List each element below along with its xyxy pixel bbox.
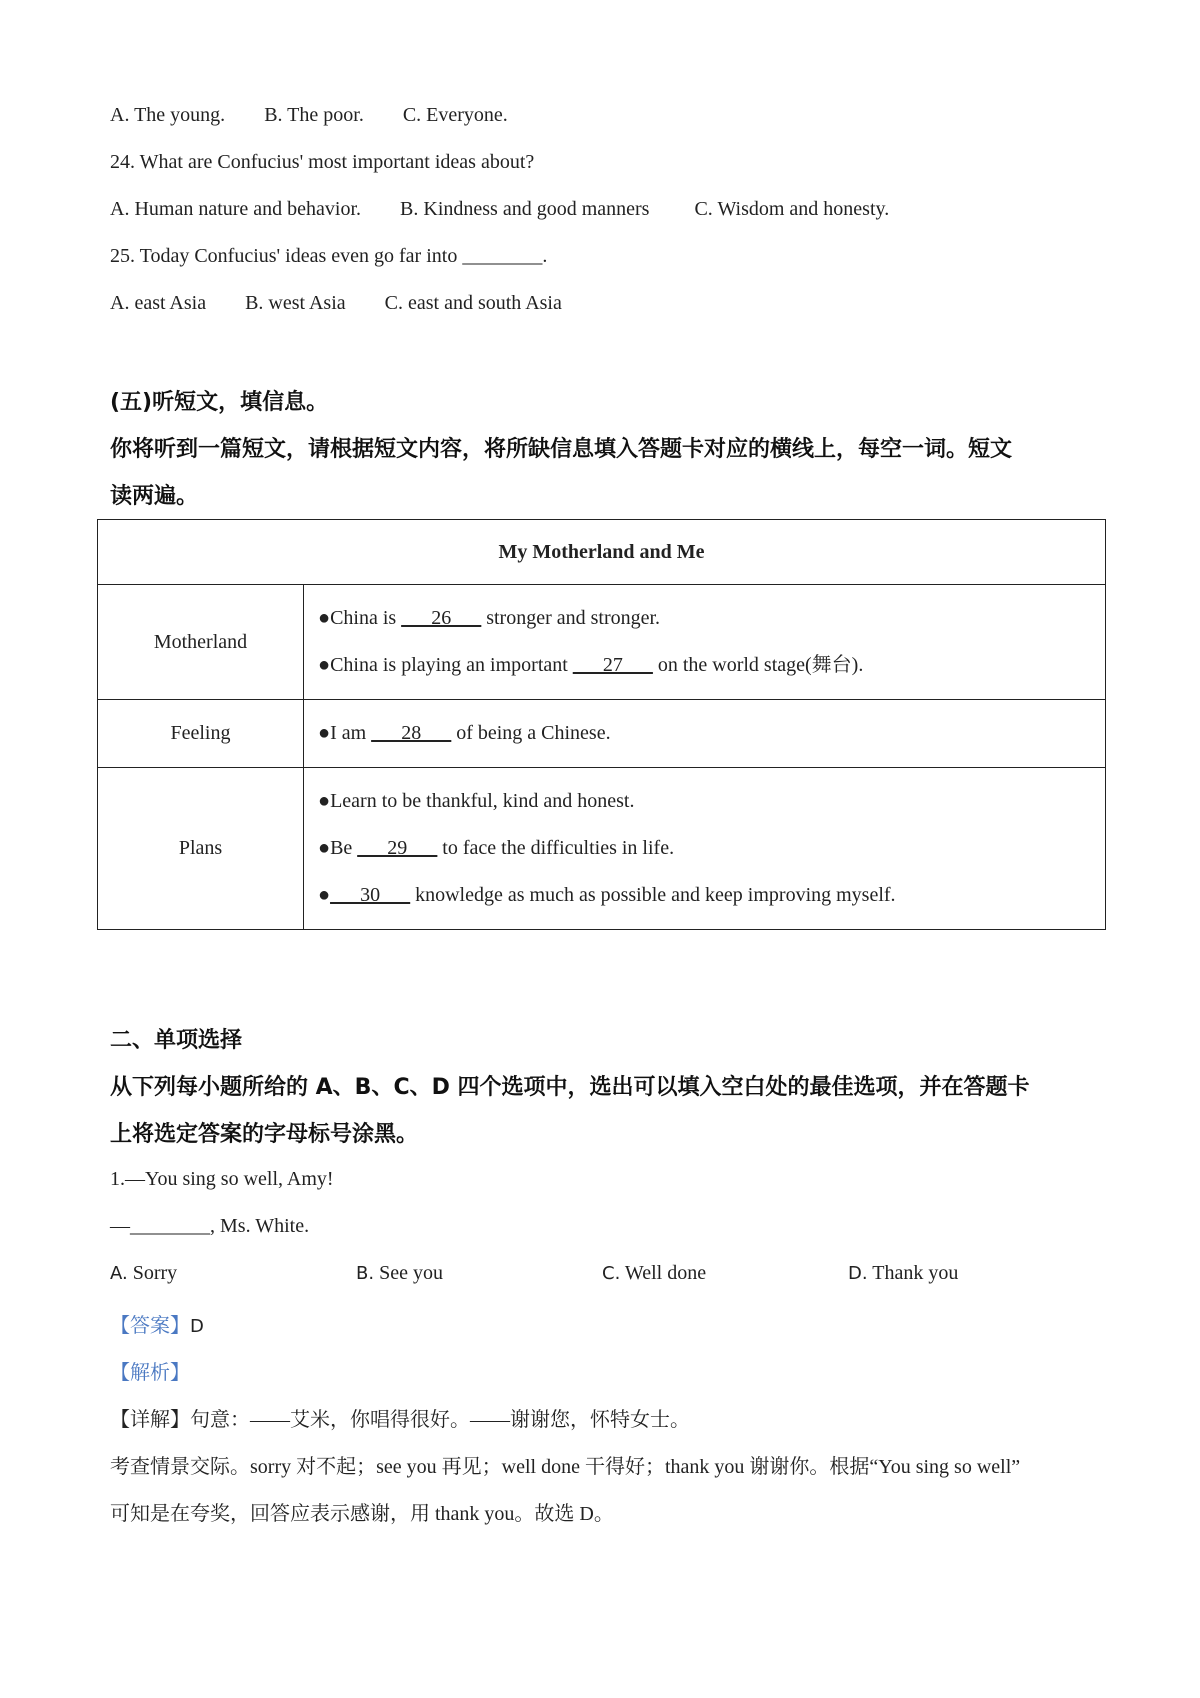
row-label-motherland: Motherland [98, 585, 304, 700]
q25-stem: 25. Today Confucius' ideas even go far into ________. [110, 245, 548, 267]
q1-option-d: D. Thank you [848, 1262, 959, 1284]
line-text: ●China is playing an important [318, 654, 573, 676]
table-line [318, 595, 1105, 642]
q25-option-c: C. east and south Asia [384, 292, 562, 314]
line-text: ●Be [318, 837, 358, 859]
blank-26: ___26___ [401, 607, 482, 629]
q23-option-c: C. Everyone. [402, 104, 508, 126]
line-text: of being a Chinese. [451, 722, 611, 744]
row-content-feeling [304, 700, 1106, 768]
line-text: ●Learn to be thankful, kind and honest. [318, 790, 635, 812]
blank-28: ___28___ [371, 722, 452, 744]
line-text: ●China is [318, 607, 402, 629]
section2-heading: 二、单项选择 [110, 1028, 243, 1053]
q1-option-b: B. See you [356, 1262, 443, 1284]
q25-option-b: B. west Asia [245, 292, 346, 314]
table-title: My Motherland and Me [98, 520, 1106, 585]
blank-30: ___30___ [330, 884, 411, 906]
q23-option-b: B. The poor. [264, 104, 364, 126]
table-line [318, 778, 1105, 825]
info-table [97, 519, 1106, 930]
row-label-plans: Plans [98, 768, 304, 930]
section5-instruction-1: 你将听到一篇短文，请根据短文内容，将所缺信息填入答题卡对应的横线上，每空一词。短文 [110, 437, 1013, 462]
q1-analysis-label: 【解析】 [110, 1362, 190, 1384]
q1-option-a: A. Sorry [110, 1262, 178, 1284]
table-line [318, 825, 1105, 872]
line-text: ●I am [318, 722, 372, 744]
table-line [318, 710, 1105, 757]
answer-value: D [190, 1316, 204, 1337]
row-content-motherland [304, 585, 1106, 700]
section2-instruction-2: 上将选定答案的字母标号涂黑。 [110, 1122, 419, 1147]
q1-line-1: 1.—You sing so well, Amy! [110, 1168, 334, 1190]
q25-options [110, 292, 562, 315]
q1-option-c: C. Well done [602, 1262, 707, 1284]
answer-label: 【答案】 [110, 1315, 190, 1337]
q24-option-a: A. Human nature and behavior. [110, 198, 362, 220]
blank-27: ___27___ [572, 654, 653, 676]
q1-detail: 【详解】句意：——艾米，你唱得很好。——谢谢您，怀特女士。 [110, 1409, 690, 1431]
section5-heading: (五)听短文，填信息。 [110, 390, 329, 415]
q23-option-a: A. The young. [110, 104, 226, 126]
q24-option-c: C. Wisdom and honesty. [694, 198, 890, 220]
q1-explain-1: 考查情景交际。sorry 对不起；see you 再见；well done 干得好；thank you 谢谢你。根据“You sing so well” [110, 1456, 1021, 1478]
row-label-feeling: Feeling [98, 700, 304, 768]
q25-option-a: A. east Asia [110, 292, 207, 314]
line-text: on the world stage(舞台). [652, 654, 864, 676]
q24-stem: 24. What are Confucius' most important ideas about? [110, 151, 535, 173]
section2-instruction-1: 从下列每小题所给的 A、B、C、D 四个选项中，选出可以填入空白处的最佳选项，并在答题卡 [110, 1075, 1030, 1100]
q23-options [110, 104, 508, 127]
blank-29: ___29___ [357, 837, 438, 859]
q1-explain-2: 可知是在夸奖，回答应表示感谢，用 thank you。故选 D。 [110, 1503, 614, 1525]
q1-line-2: —________, Ms. White. [110, 1215, 310, 1237]
line-text: knowledge as much as possible and keep improving myself. [410, 884, 896, 906]
q1-answer [110, 1309, 204, 1338]
section5-instruction-2: 读两遍。 [110, 484, 199, 509]
row-content-plans [304, 768, 1106, 930]
line-text: stronger and stronger. [481, 607, 661, 629]
line-text: to face the difficulties in life. [437, 837, 675, 859]
q24-option-b: B. Kindness and good manners [400, 198, 650, 220]
q24-options [110, 198, 889, 221]
table-line [318, 642, 1105, 689]
line-text: ● [318, 884, 331, 906]
table-line [318, 872, 1105, 919]
